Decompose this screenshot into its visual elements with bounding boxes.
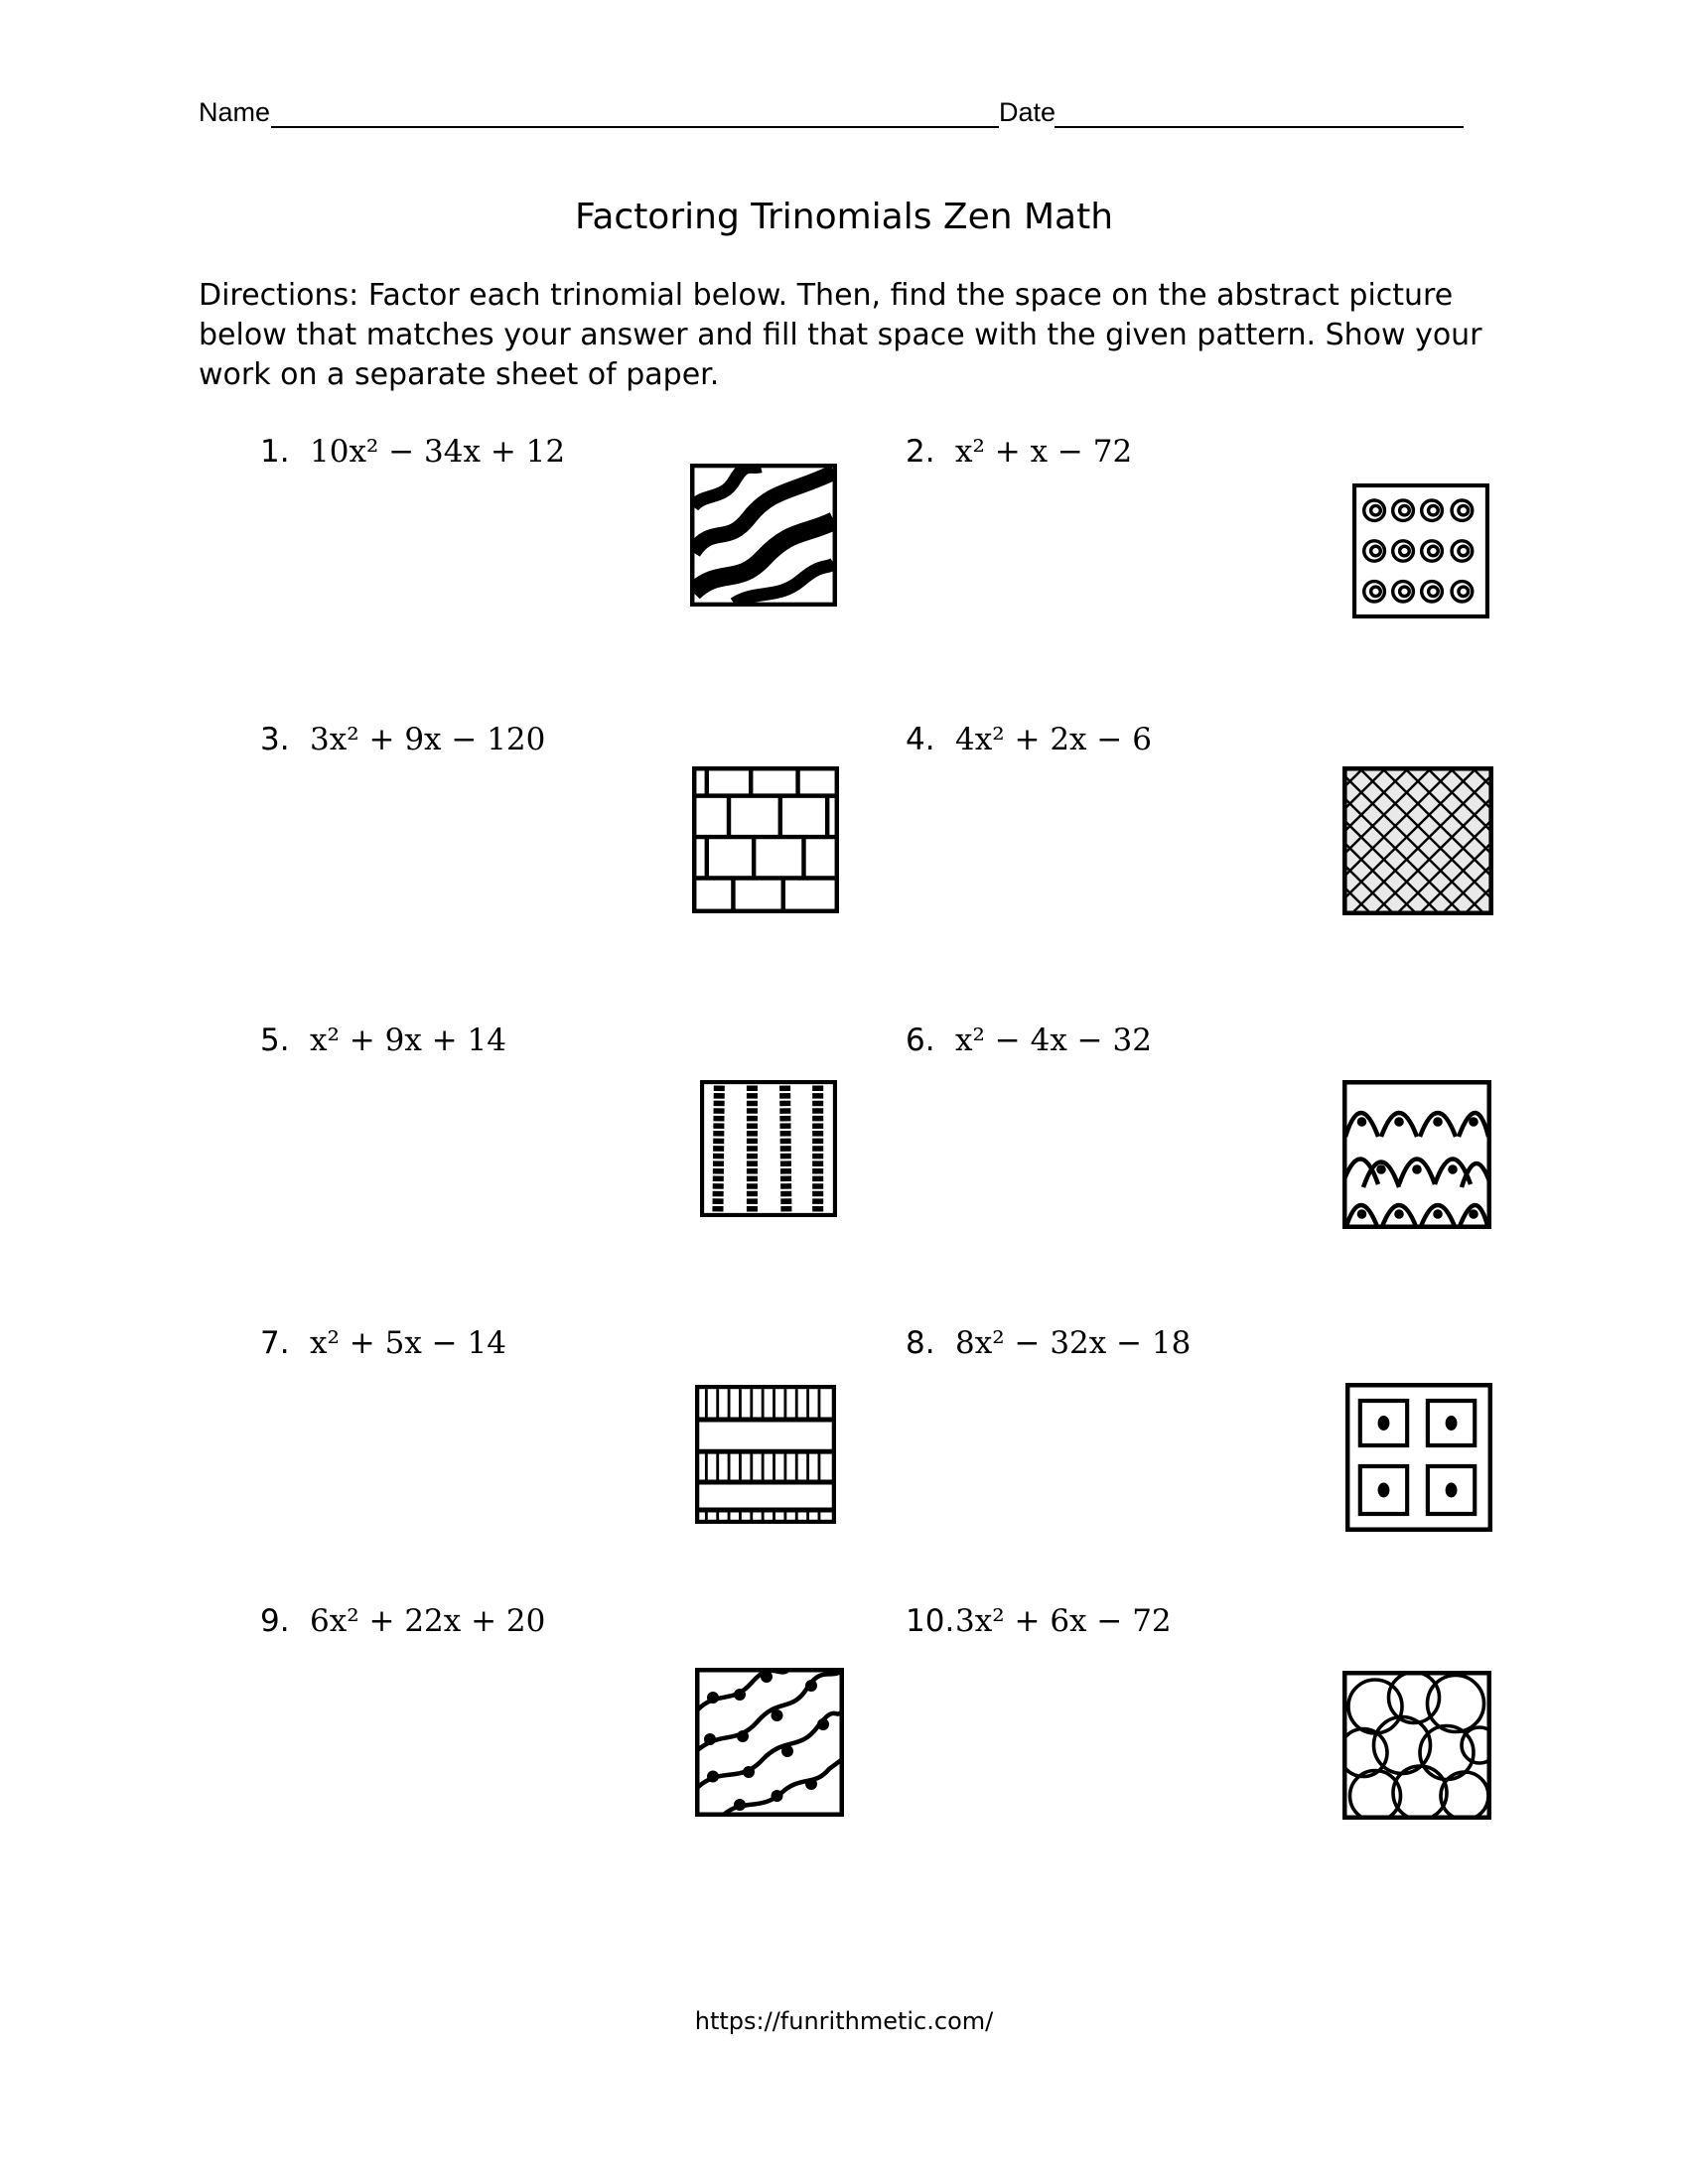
problem-9 <box>260 1603 545 1639</box>
problem-expression: x² + 5x − 14 <box>310 1325 506 1361</box>
striped-bands-icon <box>695 1385 836 1524</box>
problem-number: 3. <box>260 722 290 757</box>
directions <box>199 276 1489 395</box>
problem-number: 7. <box>260 1325 290 1361</box>
problem-expression: 3x² + 6x − 72 <box>955 1603 1172 1639</box>
problem-expression: 8x² − 32x − 18 <box>955 1325 1192 1361</box>
problem-expression: x² + x − 72 <box>955 434 1133 470</box>
date-field[interactable] <box>1055 126 1464 128</box>
problem-expression: x² + 9x + 14 <box>310 1023 506 1058</box>
problem-number: 5. <box>260 1023 290 1058</box>
vertical-stripes-icon <box>700 1080 837 1217</box>
problem-2 <box>906 434 1132 470</box>
directions-label: Directions <box>199 278 350 313</box>
problem-3 <box>260 722 545 757</box>
name-label: Name <box>199 97 271 127</box>
footer-url: https://funrithmetic.com/ <box>694 2007 994 2035</box>
spirals-icon <box>1352 483 1489 618</box>
name-field[interactable] <box>271 126 999 128</box>
wavy-bands-icon <box>690 464 837 607</box>
problem-1 <box>260 434 565 470</box>
problem-number: 6. <box>906 1023 935 1058</box>
problem-number: 8. <box>906 1325 935 1361</box>
problem-number: 4. <box>906 722 935 757</box>
crosshatch-icon <box>1342 766 1493 915</box>
scales-icon <box>1342 1080 1491 1229</box>
problem-8 <box>906 1325 1191 1361</box>
problem-10 <box>906 1603 1172 1639</box>
overlapping-circles-icon <box>1342 1671 1491 1820</box>
problem-number: 10. <box>906 1603 955 1639</box>
problem-expression: 6x² + 22x + 20 <box>310 1603 546 1639</box>
name-date-header <box>199 97 1489 137</box>
problem-expression: x² − 4x − 32 <box>955 1023 1152 1058</box>
date-label: Date <box>999 97 1056 127</box>
problem-number: 1. <box>260 434 290 470</box>
problem-expression: 10x² − 34x + 12 <box>310 434 566 470</box>
problem-number: 2. <box>906 434 935 470</box>
page-title: Factoring Trinomials Zen Math <box>574 197 1114 237</box>
problem-5 <box>260 1023 506 1058</box>
dotted-squares-icon <box>1345 1383 1492 1532</box>
problem-expression: 3x² + 9x − 120 <box>310 722 546 757</box>
problem-4 <box>906 722 1152 757</box>
dotted-vines-icon <box>695 1668 844 1817</box>
problem-number: 9. <box>260 1603 290 1639</box>
problem-6 <box>906 1023 1152 1058</box>
bricks-icon <box>692 766 839 913</box>
problem-expression: 4x² + 2x − 6 <box>955 722 1152 757</box>
problem-7 <box>260 1325 506 1361</box>
directions-text: : Factor each trinomial below. Then, find the space on the abstract picture below that matches your answer and fill that space with the given pattern. Show your work on a separate sheet of paper. <box>199 278 1482 392</box>
